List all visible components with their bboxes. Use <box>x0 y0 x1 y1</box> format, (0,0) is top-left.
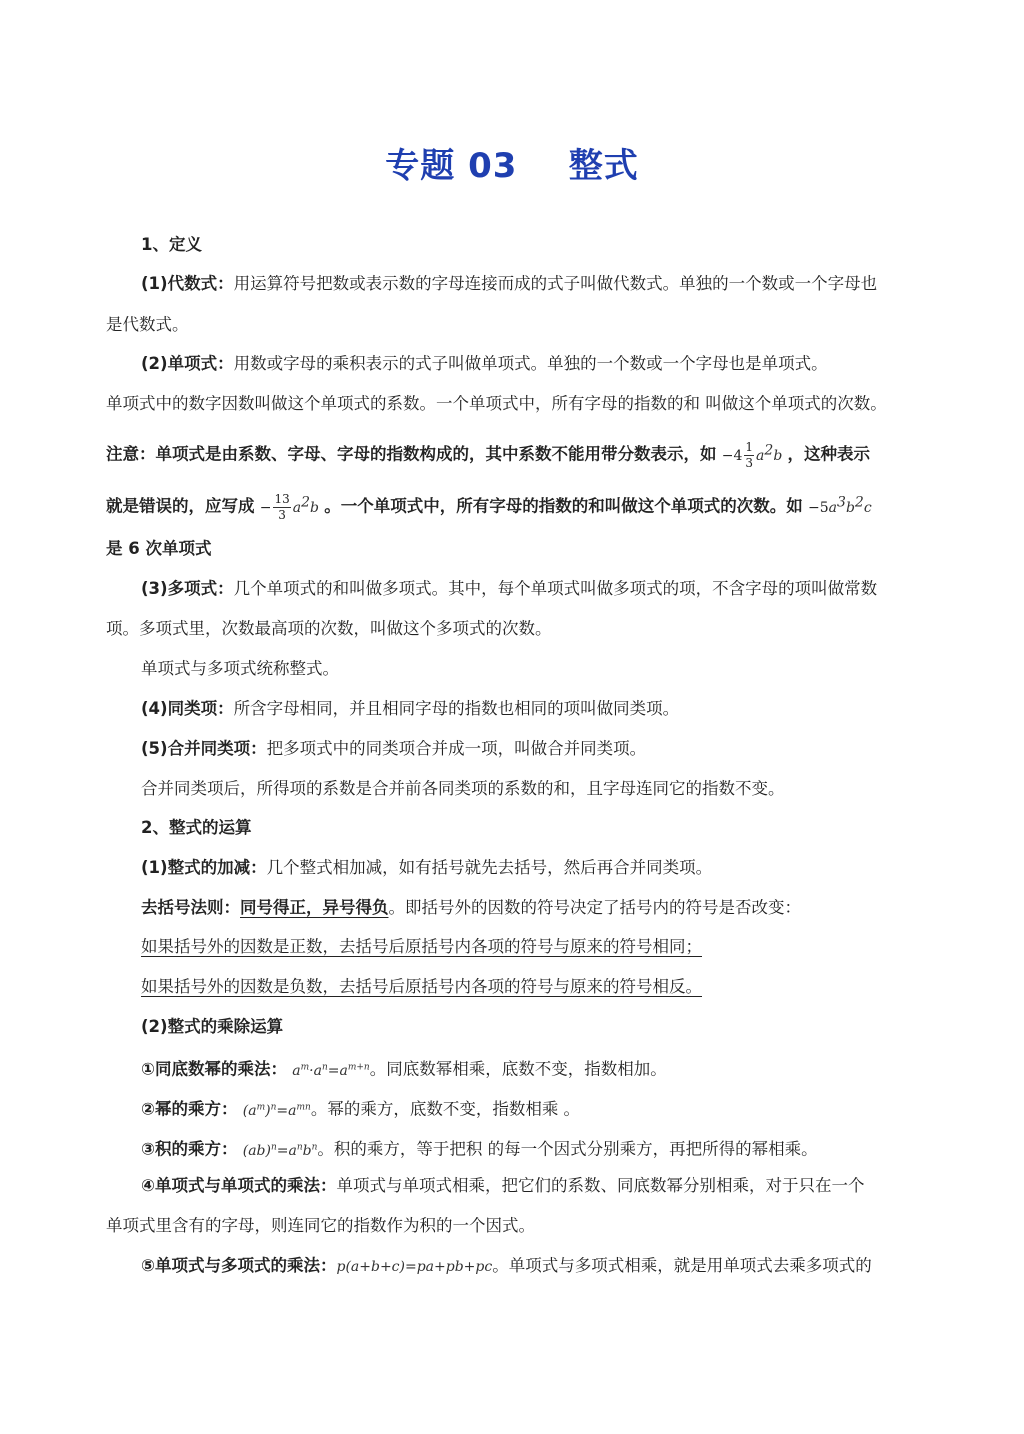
para-2-line-2: 单项式中的数字因数叫做这个单项式的系数。一个单项式中，所有字母的指数的和 叫做这个单项式的次数。 <box>106 394 887 413</box>
section-heading-2: 2、整式的运算 <box>141 818 252 837</box>
para-3-line-1: (3)多项式：几个单项式的和叫做多项式。其中，每个单项式叫做多项式的项，不含字母的项叫做常数 <box>141 579 878 598</box>
para-3-line-2: 项。多项式里，次数最高项的次数，叫做这个多项式的次数。 <box>106 619 552 638</box>
bracket-rule-1: 如果括号外的因数是正数，去括号后原括号内各项的符号与原来的符号相同； <box>141 937 702 956</box>
term-label: (3)多项式 <box>141 579 218 598</box>
title-main: 专题 03 <box>385 146 518 186</box>
para-3-line-3: 单项式与多项式统称整式。 <box>141 659 339 678</box>
note-line-1: 注意：单项式是由系数、字母、字母的指数构成的，其中系数不能用带分数表示，如 −4 $\frac{1}{3}$ $a^2b$ ，这种表示 <box>106 440 871 471</box>
para-1-line-1: (1)代数式：用运算符号把数或表示数的字母连接而成的式子叫做代数式。单独的一个数或一个字母也 <box>141 274 878 293</box>
page-title <box>0 138 1024 187</box>
math-example-2: − $\frac{13}{3}$ $a^2b$ <box>259 492 320 523</box>
math-example-3: $-5a^3b^2c$ <box>808 494 872 516</box>
rule-mono-poly: ⑤单项式与多项式的乘法：p(a+b+c)=pa+pb+pc。单项式与多项式相乘，就是用单项式去乘多项式的 <box>141 1256 872 1275</box>
bracket-rule-2: 如果括号外的因数是负数，去括号后原括号内各项的符号与原来的符号相反。 <box>141 977 702 996</box>
ops-2-heading: (2)整式的乘除运算 <box>141 1017 284 1036</box>
para-4: (4)同类项：所含字母相同，并且相同字母的指数也相同的项叫做同类项。 <box>141 699 680 718</box>
formula-1: $a^m\cdot a^n=a^{m+n}$ <box>292 1062 370 1079</box>
formula-2: $(a^m)^n=a^{mn}$ <box>242 1102 311 1119</box>
math-example-1: −4 $\frac{1}{3}$ $a^2b$ <box>721 440 783 471</box>
term-label: (1)代数式 <box>141 274 218 293</box>
rule-power-of-power: ②幂的乘方： $(a^m)^n=a^{mn}$。幂的乘方，底数不变，指数相乘 。 <box>141 1099 581 1119</box>
para-5: (5)合并同类项：把多项式中的同类项合并成一项，叫做合并同类项。 <box>141 739 647 758</box>
rule-mono-mono: ④单项式与单项式的乘法：单项式与单项式相乘，把它们的系数、同底数幂分别相乘，对于只在一个 <box>141 1176 865 1195</box>
term-label: (2)单项式 <box>141 354 218 373</box>
term-label: (5)合并同类项 <box>141 739 251 758</box>
rule-mono-mono-line-2: 单项式里含有的字母，则连同它的指数作为积的一个因式。 <box>106 1216 535 1235</box>
bracket-rule: 去括号法则：同号得正，异号得负。即括号外的因数的符号决定了括号内的符号是否改变： <box>141 898 801 917</box>
rule-power-product: ①同底数幂的乘法： $a^m\cdot a^n=a^{m+n}$。同底数幂相乘，底数不变，指数相加。 <box>141 1059 667 1079</box>
term-label: (1)整式的加减 <box>141 858 251 877</box>
formula-5: p(a+b+c)=pa+pb+pc <box>336 1259 493 1275</box>
rule-emphasis: 同号得正，异号得负 <box>240 898 389 917</box>
rule-power-of-product: ③积的乘方： $(ab)^n=a^nb^n$。积的乘方，等于把积 的每一个因式分别乘方，再把所得的幂相乘。 <box>141 1139 818 1159</box>
title-sub: 整式 <box>568 146 639 186</box>
para-1-line-2: 是代数式。 <box>106 315 189 334</box>
term-label: (4)同类项 <box>141 699 218 718</box>
section-heading-1: 1、定义 <box>141 235 202 254</box>
note-line-3: 是 6 次单项式 <box>106 539 212 558</box>
formula-3: $(ab)^n=a^nb^n$ <box>242 1142 318 1159</box>
note-line-2: 就是错误的，应写成 − $\frac{13}{3}$ $a^2b$ 。一个单项式中，所有字母的指数的和叫做这个单项式的次数。如 $-5a^3b^2c$ <box>106 492 872 523</box>
para-2-line-1: (2)单项式：用数或字母的乘积表示的式子叫做单项式。单独的一个数或一个字母也是单项式。 <box>141 354 828 373</box>
para-5-line-2: 合并同类项后，所得项的系数是合并前各同类项的系数的和，且字母连同它的指数不变。 <box>141 779 785 798</box>
ops-1: (1)整式的加减：几个整式相加减，如有括号就先去括号，然后再合并同类项。 <box>141 858 713 877</box>
